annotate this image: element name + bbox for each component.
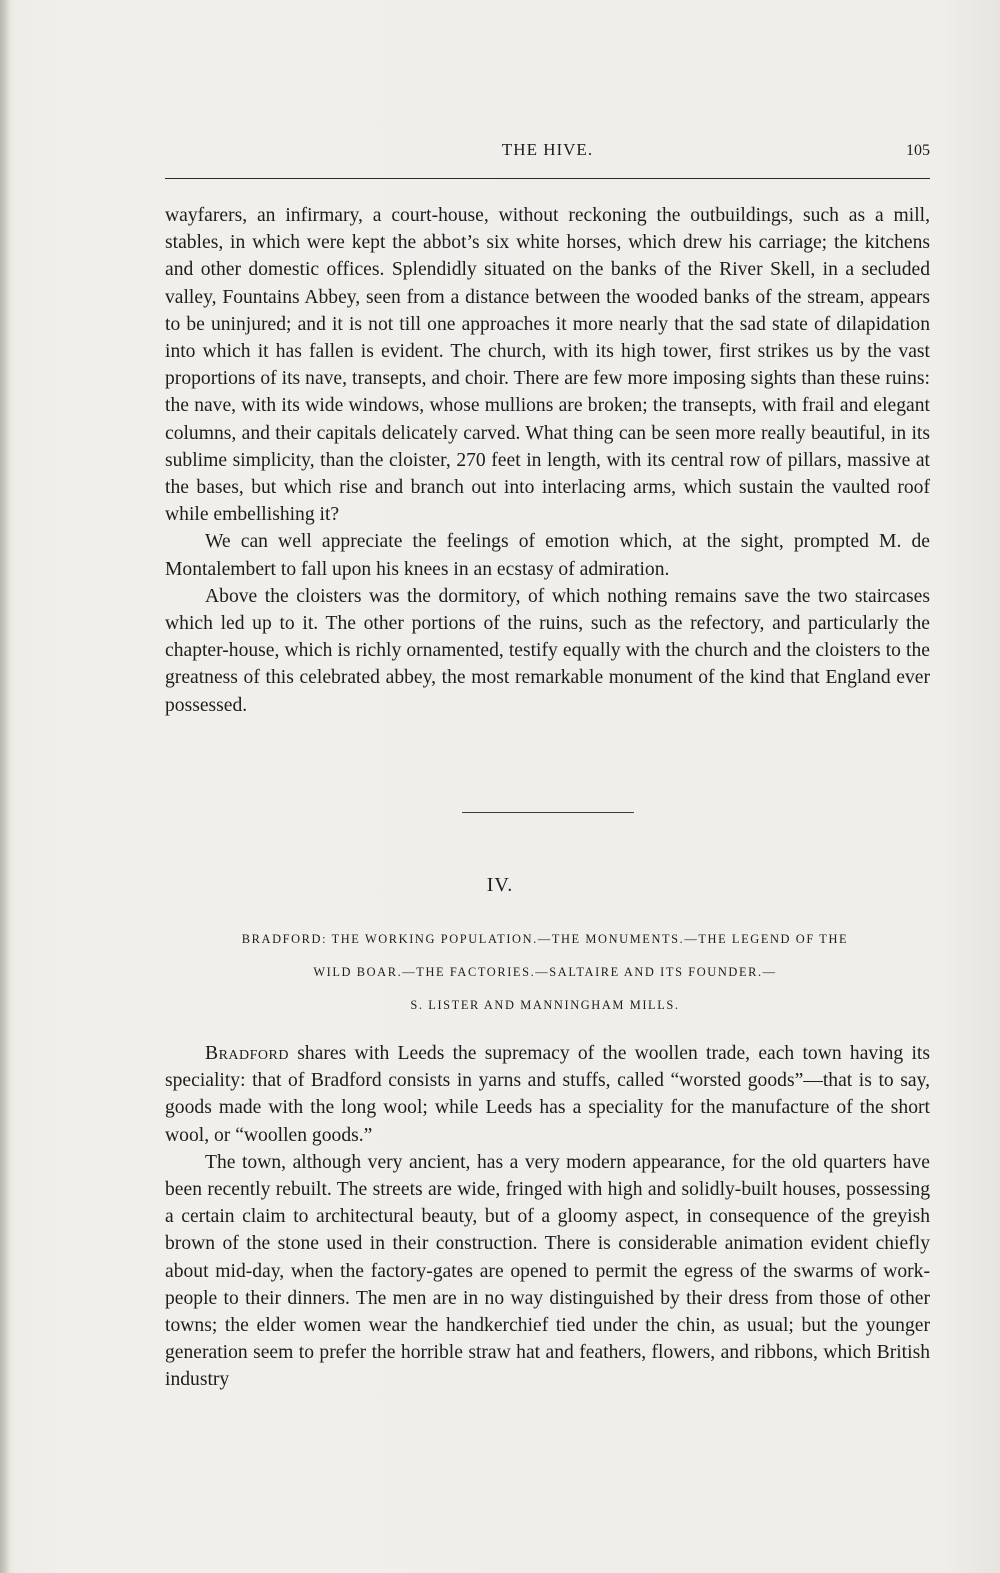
continued-text-section — [165, 202, 930, 719]
paragraph-abbey-description: wayfarers, an infirmary, a court-house, without reckoning the outbuildings, such as a mill, stables, in which were kept the abbot’s six white horses, which drew his carriage; the kitchens and other domestic offices. Splendidly situated on the banks of the River Skell, in a secluded valley, Fountains Abbey, seen from a distance between the wooded banks of the stream, appears to be uninjured; and it is not till one approaches it more nearly that the sad state of dilapidation into which it has fallen is evident. The church, with its high tower, first strikes us by the vast proportions of its nave, transepts, and choir. There are few more imposing sights than these ruins: the nave, with its wide windows, whose mullions are broken; the transepts, with frail and elegant columns, and their capitals delicately carved. What thing can be seen more really beautiful, in its sublime simplicity, than the cloister, 270 feet in length, with its central row of pillars, massive at the bases, but which rise and branch out into interlacing arms, which sustain the vaulted roof while embellishing it? — [165, 205, 930, 526]
chapter-synopsis-line: BRADFORD: THE WORKING POPULATION.—THE MONUMENTS.—THE LEGEND OF THE — [241, 932, 849, 946]
running-title: THE HIVE. — [501, 140, 594, 159]
paragraph-town-description: The town, although very ancient, has a very modern appearance, for the old quarters have been recently rebuilt. The streets are wide, fringed with high and solidly-built houses, possessing a certain claim to architectural beauty, but of a gloomy aspect, in consequence of the greyish brown of the stone used in their construction. There is considerable animation evident chiefly about mid-day, when the factory-gates are opened to permit the egress of the swarms of work-people to their dinners. The men are in no way distinguished by their dress from those of other towns; the elder women wear the handkerchief tied under the chin, as usual; but the younger generation seem to prefer the horrible straw hat and feathers, flowers, and ribbons, which British industry — [165, 1151, 930, 1391]
page-number: 105 — [906, 142, 930, 159]
paragraph-bradford-trade — [165, 1040, 930, 1149]
header-rule — [165, 178, 930, 179]
chapter-synopsis-line: S. LISTER AND MANNINGHAM MILLS. — [410, 998, 680, 1012]
paragraph-montalembert: We can well appreciate the feelings of emotion which, at the sight, prompted M. de Montalembert to fall upon his knees in an ecstasy of admiration. — [165, 531, 930, 580]
paragraph-dormitory: Above the cloisters was the dormitory, of which nothing remains save the two staircases which led up to it. The other portions of the ruins, such as the refectory, and particularly the chapter-house, which is richly ornamented, testify equally with the church and the cloisters to the greatness of this celebrated abbey, the most remarkable monument of the kind that England ever possessed. — [165, 585, 930, 716]
paragraph-text: shares with Leeds the supremacy of the woollen trade, each town having its speciality: that of Bradford consists in yarns and stuffs, called “worsted goods”—that is to say, goods made with the long wool; while Leeds has a speciality for the manufacture of the short wool, or “woollen goods.” — [165, 1043, 930, 1146]
chapter-synopsis — [175, 928, 915, 1027]
page-gutter-shadow — [0, 0, 10, 1573]
section-separator-rule — [462, 812, 634, 813]
chapter-number: IV. — [486, 874, 514, 896]
drop-word: Bradford — [205, 1043, 289, 1064]
running-head — [165, 140, 930, 166]
chapter-synopsis-line: WILD BOAR.—THE FACTORIES.—SALTAIRE AND ITS FOUNDER.— — [313, 965, 777, 979]
chapter-text-section — [165, 1040, 930, 1394]
